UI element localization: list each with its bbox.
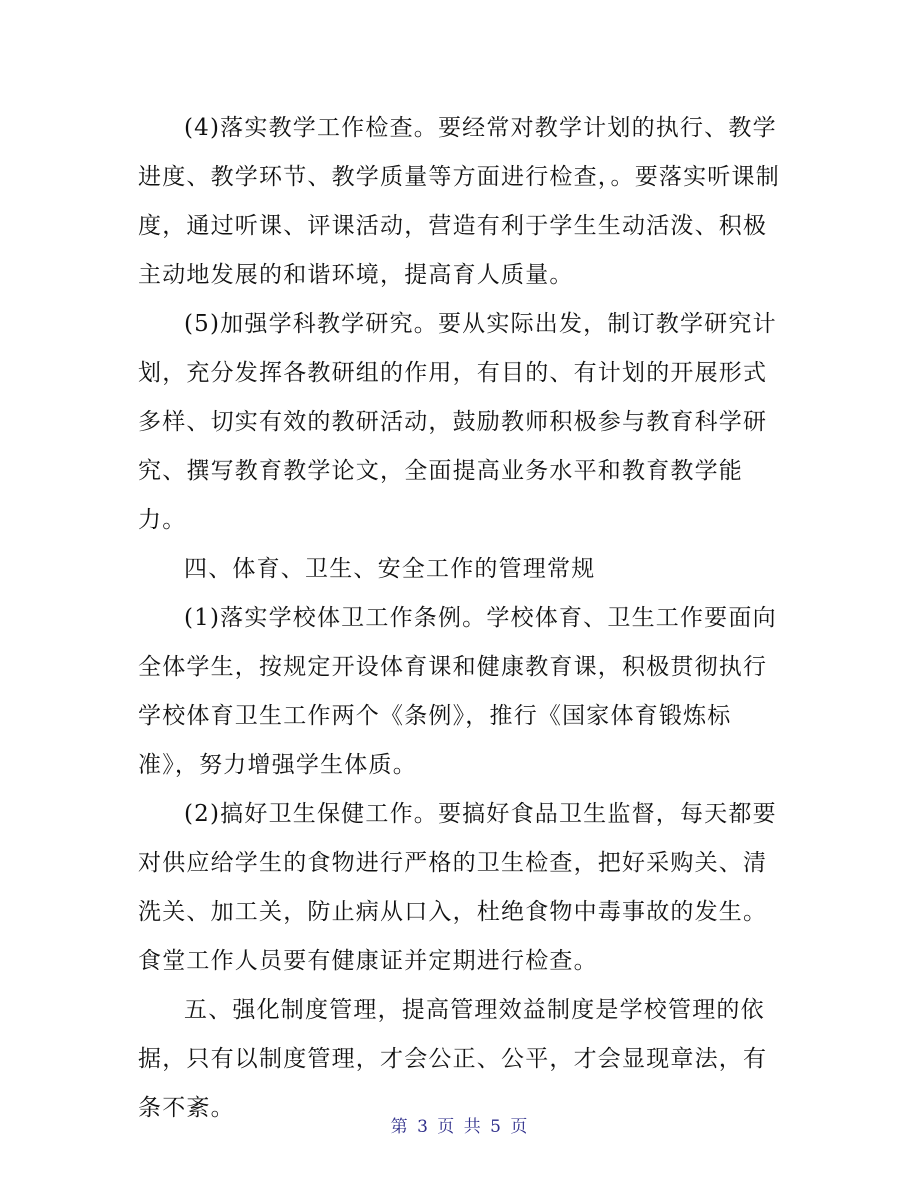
paragraph-pe-health-regulations: (1)落实学校体卫工作条例。学校体育、卫生工作要面向全体学生，按规定开设体育课和健康教育课，积极贯彻执行学校体育卫生工作两个《条例》，推行《国家体育锻炼标准》，努力增强学生体质。 xyxy=(138,605,777,778)
paragraph-teaching-inspection: (4)落实教学工作检查。要经常对教学计划的执行、教学进度、教学环节、教学质量等方面进行检查，。要落实听课制度，通过听课、评课活动，营造有利于学生生动活泼、积极主动地发展的和谐环境，提高育人质量。 xyxy=(138,115,780,288)
paragraph-health-care: (2)搞好卫生保健工作。要搞好食品卫生监督，每天都要对供应给学生的食物进行严格的卫生检查，把好采购关、清洗关、加工关，防止病从口入，杜绝食物中毒事故的发生。食堂工作人员要有健康证并定期进行检查。 xyxy=(138,801,777,974)
paragraph-system-management: 五、强化制度管理，提高管理效益制度是学校管理的依据，只有以制度管理，才会公正、公平，才会显现章法，有条不紊。 xyxy=(138,997,768,1121)
paragraph-teaching-research: (5)加强学科教学研究。要从实际出发，制订教学研究计划，充分发挥各教研组的作用，有目的、有计划的开展形式多样、切实有效的教研活动，鼓励教师积极参与教育科学研究、撰写教育教学论文，全面提高业务水平和教育教学能力。 xyxy=(138,311,777,533)
document-body xyxy=(138,104,782,1133)
page-number-footer: 第 3 页 共 5 页 xyxy=(390,1117,530,1137)
section-heading-pe-health-safety: 四、体育、卫生、安全工作的管理常规 xyxy=(184,556,596,582)
